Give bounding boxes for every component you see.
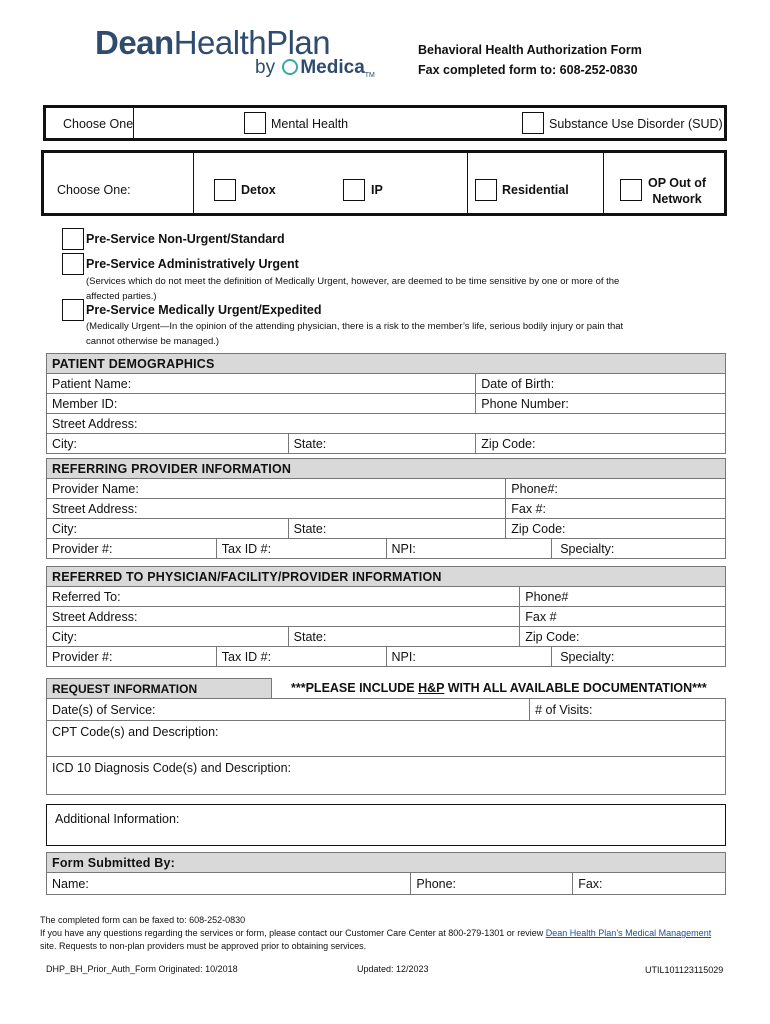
- logo-by: by: [255, 57, 276, 78]
- fax-instruction: Fax completed form to: 608-252-0830: [418, 63, 638, 77]
- op-out-of-network-label: [648, 175, 706, 207]
- updated-date: Updated: 12/2023: [357, 964, 429, 974]
- mental-health-checkbox[interactable]: [244, 112, 266, 134]
- footer-contact-text: If you have any questions regarding the services or form, please contact our Customer Care Center at 800-279-1301 or review: [40, 928, 546, 938]
- footer-contact-line: [40, 927, 730, 940]
- hp-notice-hp: H&P: [418, 681, 445, 696]
- admin-urgent-label: Pre-Service Administratively Urgent: [86, 257, 299, 271]
- form-title: Behavioral Health Authorization Form: [418, 43, 642, 57]
- referring-street-field[interactable]: Street Address:: [47, 499, 506, 519]
- sud-checkbox[interactable]: [522, 112, 544, 134]
- icd-codes-field[interactable]: ICD 10 Diagnosis Code(s) and Description:: [47, 757, 726, 795]
- dob-field[interactable]: Date of Birth:: [476, 374, 726, 394]
- patient-street-field[interactable]: Street Address:: [47, 414, 726, 434]
- logo-brand-thin: HealthPlan: [173, 24, 331, 61]
- standard-label: Pre-Service Non-Urgent/Standard: [86, 232, 285, 246]
- op-label-line2: Network: [652, 192, 702, 206]
- sud-label: Substance Use Disorder (SUD): [549, 117, 723, 131]
- patient-zip-field[interactable]: Zip Code:: [476, 434, 726, 454]
- detox-checkbox[interactable]: [214, 179, 236, 201]
- patient-phone-field[interactable]: Phone Number:: [476, 394, 726, 414]
- form-id: DHP_BH_Prior_Auth_Form Originated: 10/2018: [46, 964, 238, 974]
- referred-to-table: [46, 566, 726, 667]
- additional-info-label: Additional Information:: [55, 812, 180, 826]
- referring-npi-field[interactable]: NPI:: [386, 539, 552, 559]
- form-code: UTIL101123115029: [645, 965, 724, 975]
- admin-urgent-checkbox[interactable]: [62, 253, 84, 275]
- referring-provider-no-field[interactable]: Provider #:: [47, 539, 217, 559]
- patient-name-field[interactable]: Patient Name:: [47, 374, 476, 394]
- submitter-name-field[interactable]: Name:: [47, 873, 411, 895]
- referring-heading: REFERRING PROVIDER INFORMATION: [47, 459, 726, 479]
- dates-of-service-field[interactable]: Date(s) of Service:: [47, 699, 530, 721]
- referred-phone-field[interactable]: Phone#: [520, 587, 726, 607]
- hp-notice-post: WITH ALL AVAILABLE DOCUMENTATION***: [444, 681, 707, 696]
- ip-checkbox[interactable]: [343, 179, 365, 201]
- ip-label: IP: [371, 183, 383, 197]
- expedited-label: Pre-Service Medically Urgent/Expedited: [86, 303, 322, 317]
- choose-type-label: Choose One: [63, 117, 134, 131]
- referring-state-field[interactable]: State:: [288, 519, 506, 539]
- choose-level-label: Choose One:: [57, 183, 131, 197]
- admin-note-line2: affected parties.): [86, 291, 157, 302]
- referred-fax-field[interactable]: Fax #: [520, 607, 726, 627]
- hp-notice: [272, 679, 726, 699]
- referring-provider-table: [46, 458, 726, 559]
- referred-zip-field[interactable]: Zip Code:: [520, 627, 726, 647]
- referring-fax-field[interactable]: Fax #:: [506, 499, 726, 519]
- hp-notice-pre: ***PLEASE INCLUDE: [291, 681, 419, 696]
- referred-provider-no-field[interactable]: Provider #:: [47, 647, 217, 667]
- divider: [467, 153, 468, 213]
- referred-specialty-field[interactable]: Specialty:: [552, 647, 726, 667]
- standard-checkbox[interactable]: [62, 228, 84, 250]
- detox-label: Detox: [241, 183, 276, 197]
- divider: [603, 153, 604, 213]
- submitted-by-table: [46, 852, 726, 895]
- residential-checkbox[interactable]: [475, 179, 497, 201]
- referred-npi-field[interactable]: NPI:: [386, 647, 552, 667]
- referred-street-field[interactable]: Street Address:: [47, 607, 520, 627]
- medica-logo: [255, 57, 375, 79]
- submitter-phone-field[interactable]: Phone:: [411, 873, 573, 895]
- request-info-table: [46, 678, 726, 795]
- admin-urgent-note: [86, 274, 619, 304]
- expedited-note-line2: cannot otherwise be managed.): [86, 336, 220, 347]
- member-id-field[interactable]: Member ID:: [47, 394, 476, 414]
- number-of-visits-field[interactable]: # of Visits:: [530, 699, 726, 721]
- expedited-note-line1: (Medically Urgent—In the opinion of the attending physician, there is a risk to the member’s life, serious bodily injury or pain that: [86, 321, 624, 332]
- submitted-heading: Form Submitted By:: [47, 853, 726, 873]
- expedited-checkbox[interactable]: [62, 299, 84, 321]
- cpt-codes-field[interactable]: CPT Code(s) and Description:: [47, 721, 726, 757]
- logo-partner: Medica: [300, 57, 365, 78]
- logo-tm: TM: [364, 72, 375, 79]
- submitter-fax-field[interactable]: Fax:: [573, 873, 726, 895]
- referred-tax-id-field[interactable]: Tax ID #:: [216, 647, 386, 667]
- footer-approval-line: site. Requests to non-plan providers must be approved prior to obtaining services.: [40, 941, 367, 951]
- admin-note-line1: (Services which do not meet the definition of Medically Urgent, however, are deemed to be time sensitive by one or more of the: [86, 276, 620, 287]
- op-out-of-network-checkbox[interactable]: [620, 179, 642, 201]
- referring-phone-field[interactable]: Phone#:: [506, 479, 726, 499]
- footer-notes: [40, 914, 730, 953]
- medical-management-link[interactable]: Dean Health Plan’s Medical Management: [545, 928, 712, 938]
- referring-specialty-field[interactable]: Specialty:: [552, 539, 726, 559]
- residential-label: Residential: [502, 183, 569, 197]
- additional-info-field[interactable]: [46, 804, 726, 846]
- referring-city-field[interactable]: City:: [47, 519, 289, 539]
- logo-brand-bold: Dean: [95, 24, 174, 61]
- referred-city-field[interactable]: City:: [47, 627, 289, 647]
- request-heading: REQUEST INFORMATION: [47, 679, 272, 699]
- expedited-note: [86, 319, 623, 349]
- op-label-line1: OP Out of: [648, 176, 707, 190]
- patient-city-field[interactable]: City:: [47, 434, 289, 454]
- divider: [193, 153, 194, 213]
- referring-name-field[interactable]: Provider Name:: [47, 479, 506, 499]
- mental-health-label: Mental Health: [271, 117, 349, 131]
- referring-tax-id-field[interactable]: Tax ID #:: [216, 539, 386, 559]
- referred-heading: REFERRED TO PHYSICIAN/FACILITY/PROVIDER INFORMATION: [47, 567, 726, 587]
- patient-demographics-table: [46, 353, 726, 454]
- referring-zip-field[interactable]: Zip Code:: [506, 519, 726, 539]
- referred-state-field[interactable]: State:: [288, 627, 520, 647]
- patient-state-field[interactable]: State:: [288, 434, 476, 454]
- footer-fax-line: The completed form can be faxed to: 608-252-0830: [40, 915, 246, 925]
- patient-heading: PATIENT DEMOGRAPHICS: [47, 354, 726, 374]
- medica-heart-icon: [282, 59, 298, 75]
- form-header: [418, 40, 642, 80]
- referred-to-field[interactable]: Referred To:: [47, 587, 520, 607]
